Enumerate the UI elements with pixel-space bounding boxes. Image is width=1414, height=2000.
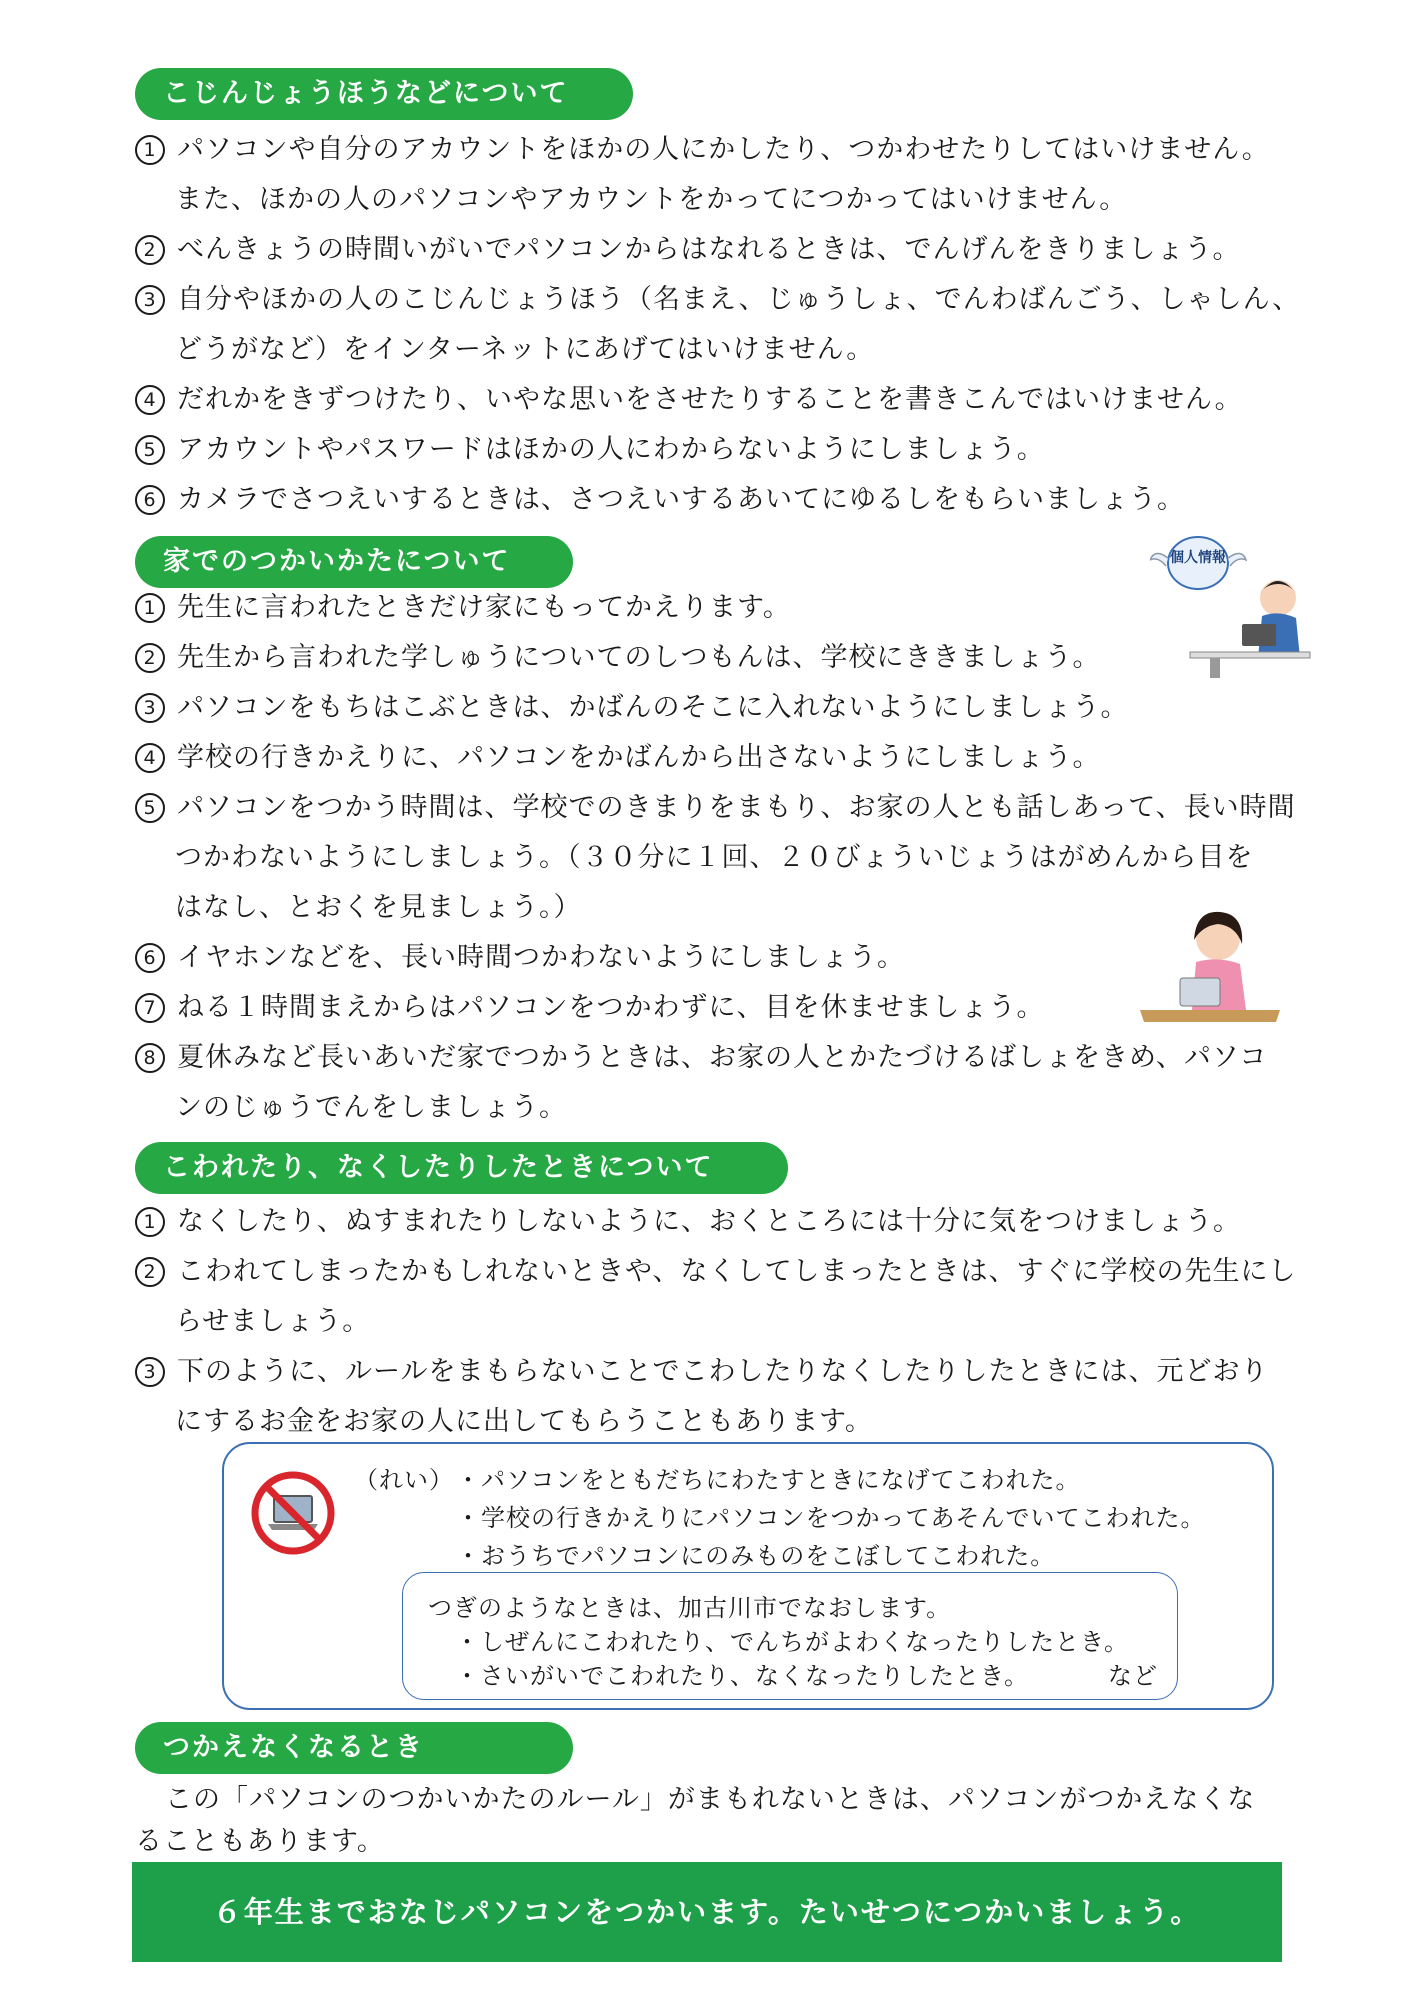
example-3: ・おうちでパソコンにのみものをこぼしてこわれた。 <box>456 1542 1056 1570</box>
example-2: ・学校の行きかえりにパソコンをつかってあそんでいてこわれた。 <box>456 1504 1206 1532</box>
privacy-item-2: 2 べんきょうの時間いがいでパソコンからはなれるときは、でんげんをきりましょう。 <box>135 230 1240 270</box>
personal-info-label: 個人情報 <box>1170 550 1226 566</box>
broken-item-1: 1 なくしたり、ぬすまれたりしないように、おくところには十分に気をつけましょう。 <box>135 1202 1241 1242</box>
broken-item-3: 3 下のように、ルールをまもらないことでこわしたりなくしたりしたときには、元どおり <box>135 1352 1268 1392</box>
section-heading-home: 家でのつかいかたについて <box>135 536 573 588</box>
privacy-item-5: 5 アカウントやパスワードはほかの人にわからないようにしましょう。 <box>135 430 1045 470</box>
home-item-8: 8 夏休みなど長いあいだ家でつかうときは、お家の人とかたづけるばしょをきめ、パソコ <box>135 1038 1267 1078</box>
privacy-item-1: 1 パソコンや自分のアカウントをほかの人にかしたり、つかわせたりしてはいけません。 <box>135 130 1270 170</box>
home-item-7: 7 ねる１時間まえからはパソコンをつかわずに、目を休ませましょう。 <box>135 988 1044 1028</box>
privacy-item-3: 3 自分やほかの人のこじんじょうほう（名まえ、じゅうしょ、でんわばんごう、しゃしん、 <box>135 280 1300 320</box>
girl-laptop-illustration <box>1140 900 1280 1030</box>
section-heading-privacy: こじんじょうほうなどについて <box>135 68 633 120</box>
home-item-2: 2 先生から言われた学しゅうについてのしつもんは、学校にききましょう。 <box>135 638 1100 678</box>
city-note: つぎのようなときは、加古川市でなおします。 <box>428 1594 952 1622</box>
no-laptop-icon <box>250 1470 336 1556</box>
home-item-5-cont-1: つかわないようにしましょう。（３０分に１回、２０びょういじょうはがめんから目を <box>175 842 1254 873</box>
privacy-item-6: 6 カメラでさつえいするときは、さつえいするあいてにゆるしをもらいましょう。 <box>135 480 1185 520</box>
unusable-text-1: この「パソコンのつかいかたのルール」がまもれないときは、パソコンがつかえなくな <box>165 1784 1256 1815</box>
privacy-item-1-cont: また、ほかの人のパソコンやアカウントをかってにつかってはいけません。 <box>175 184 1128 215</box>
section-heading-broken: こわれたり、なくしたりしたときについて <box>135 1142 788 1194</box>
home-item-1: 1 先生に言われたときだけ家にもってかえります。 <box>135 588 791 628</box>
home-item-4: 4 学校の行きかえりに、パソコンをかばんから出さないようにしましょう。 <box>135 738 1100 778</box>
home-item-3: 3 パソコンをもちはこぶときは、かばんのそこに入れないようにしましょう。 <box>135 688 1128 728</box>
section-heading-unusable: つかえなくなるとき <box>135 1722 573 1774</box>
home-item-6: 6 イヤホンなどを、長い時間つかわないようにしましょう。 <box>135 938 905 978</box>
footer-banner: ６年生までおなじパソコンをつかいます。たいせつにつかいましょう。 <box>132 1862 1282 1962</box>
broken-item-2: 2 こわれてしまったかもしれないときや、なくしてしまったときは、すぐに学校の先生にし <box>135 1252 1296 1292</box>
example-1: ・パソコンをともだちにわたすときになげてこわれた。 <box>456 1466 1081 1494</box>
home-item-5-cont-2: はなし、とおくを見ましょう。） <box>175 892 582 923</box>
personal-info-illustration <box>1150 528 1320 688</box>
broken-item-3-cont: にするお金をお家の人に出してもらうこともあります。 <box>175 1406 873 1437</box>
city-item-2: ・さいがいでこわれたり、なくなったりしたとき。 <box>455 1662 1030 1690</box>
unusable-text-2: ることもあります。 <box>135 1826 385 1857</box>
city-item-1: ・しぜんにこわれたり、でんちがよわくなったりしたとき。 <box>455 1628 1130 1656</box>
privacy-item-3-cont: どうがなど）をインターネットにあげてはいけません。 <box>175 334 875 365</box>
example-label: （れい） <box>354 1466 454 1494</box>
city-etc: など <box>1108 1662 1158 1690</box>
privacy-item-4: 4 だれかをきずつけたり、いやな思いをさせたりすることを書きこんではいけません。 <box>135 380 1243 420</box>
broken-item-2-cont: らせましょう。 <box>175 1306 371 1337</box>
home-item-5: 5 パソコンをつかう時間は、学校でのきまりをまもり、お家の人とも話しあって、長い時間 <box>135 788 1296 828</box>
home-item-8-cont: ンのじゅうでんをしましょう。 <box>175 1092 567 1123</box>
